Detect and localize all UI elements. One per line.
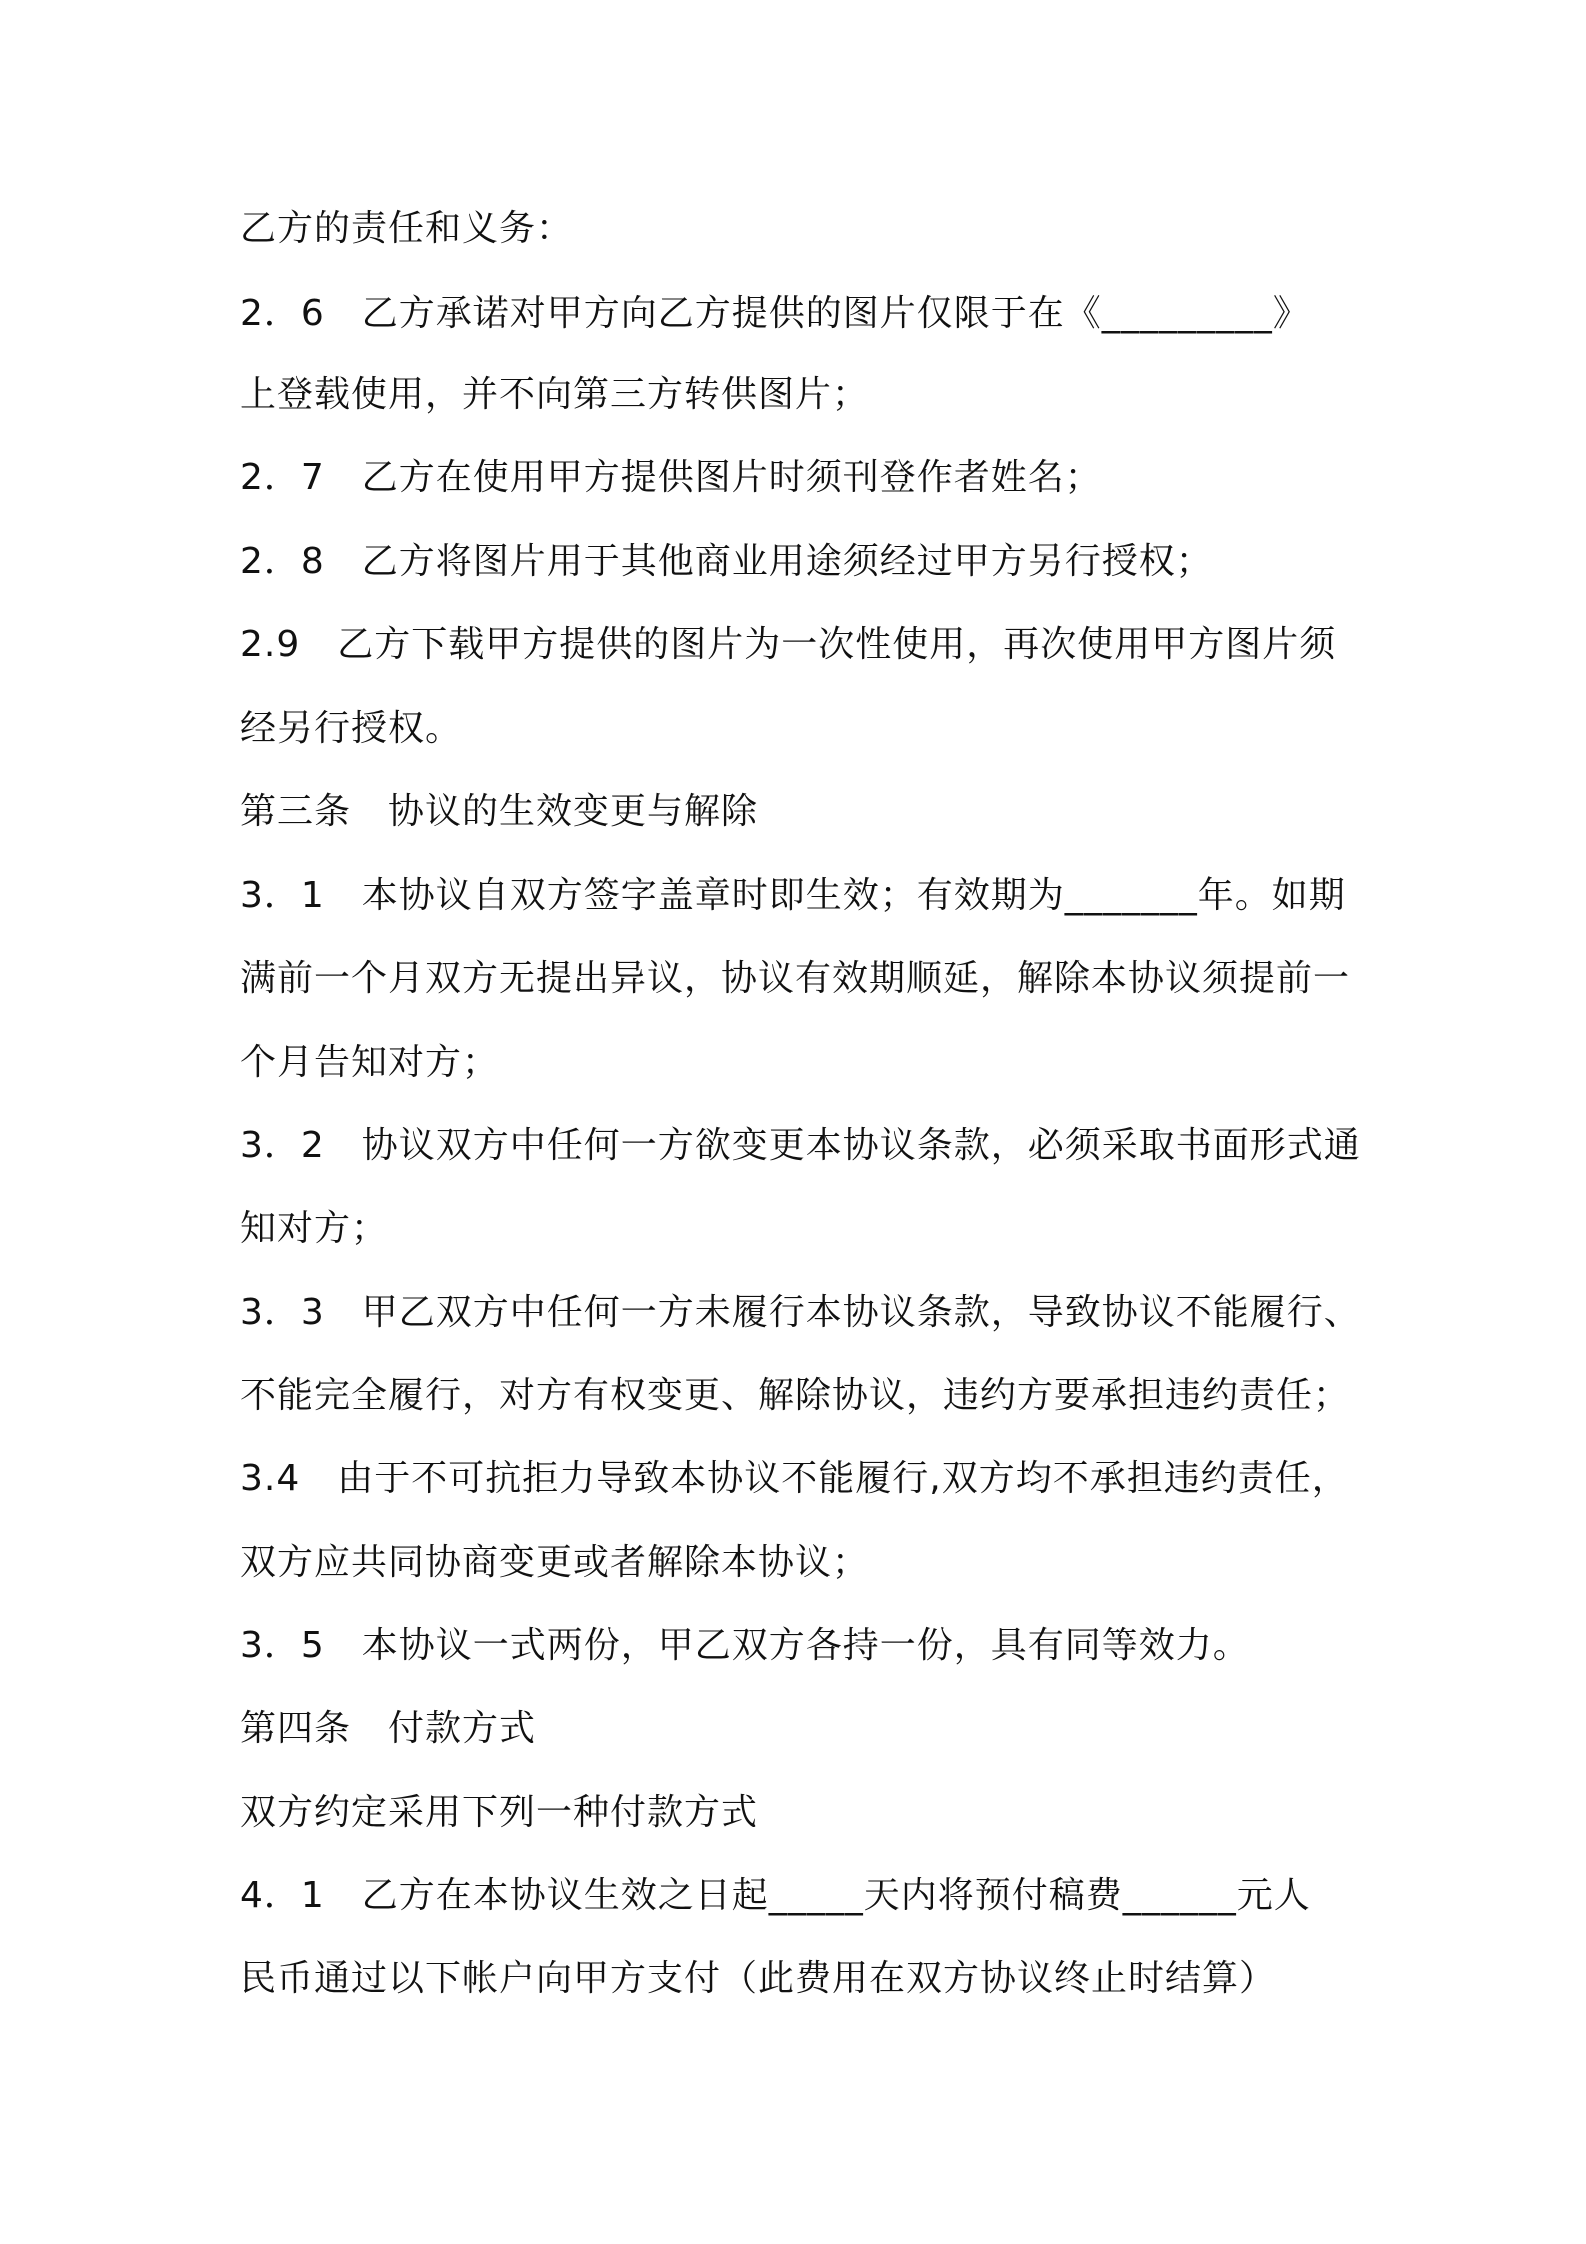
text-line-clause-2-8: 2．8 乙方将图片用于其他商业用途须经过甲方另行授权；: [240, 541, 1213, 582]
text-line-clause-3-1: 3．1 本协议自双方签字盖章时即生效；有效期为_______年。如期: [240, 875, 1346, 916]
text-line-clause-3-5: 3．5 本协议一式两份，甲乙双方各持一份，具有同等效力。: [240, 1625, 1250, 1666]
text-line-section-heading-party-b-duties: 乙方的责任和义务：: [240, 208, 574, 249]
text-line-clause-3-3-cont: 不能完全履行，对方有权变更、解除协议，违约方要承担违约责任；: [240, 1375, 1351, 1416]
text-line-clause-3-4-cont: 双方应共同协商变更或者解除本协议；: [240, 1542, 870, 1583]
text-line-clause-2-6-cont: 上登载使用，并不向第三方转供图片；: [240, 374, 870, 415]
text-line-clause-4-1: 4．1 乙方在本协议生效之日起_____天内将预付稿费______元人: [240, 1875, 1311, 1916]
text-line-clause-3-1-cont-2: 个月告知对方；: [240, 1042, 500, 1083]
text-line-article-4-heading: 第四条 付款方式: [240, 1708, 537, 1749]
text-line-article-3-heading: 第三条 协议的生效变更与解除: [240, 791, 759, 832]
text-line-clause-3-3: 3．3 甲乙双方中任何一方未履行本协议条款，导致协议不能履行、: [240, 1292, 1361, 1333]
text-line-clause-2-9: 2.9 乙方下载甲方提供的图片为一次性使用，再次使用甲方图片须: [240, 624, 1337, 665]
text-line-clause-3-2: 3．2 协议双方中任何一方欲变更本协议条款，必须采取书面形式通: [240, 1125, 1361, 1166]
text-line-clause-2-9-cont: 经另行授权。: [240, 708, 463, 749]
text-line-clause-3-4: 3.4 由于不可抗拒力导致本协议不能履行,双方均不承担违约责任，: [240, 1458, 1349, 1499]
text-line-payment-intro: 双方约定采用下列一种付款方式: [240, 1792, 759, 1833]
text-line-clause-3-1-cont: 满前一个月双方无提出异议，协议有效期顺延，解除本协议须提前一: [240, 958, 1351, 999]
text-line-clause-4-1-cont: 民币通过以下帐户向甲方支付（此费用在双方协议终止时结算）: [240, 1958, 1277, 1999]
text-line-clause-2-7: 2．7 乙方在使用甲方提供图片时须刊登作者姓名；: [240, 457, 1102, 498]
text-line-clause-2-6: 2．6 乙方承诺对甲方向乙方提供的图片仅限于在《_________》: [240, 293, 1310, 334]
text-line-clause-3-2-cont: 知对方；: [240, 1208, 389, 1249]
